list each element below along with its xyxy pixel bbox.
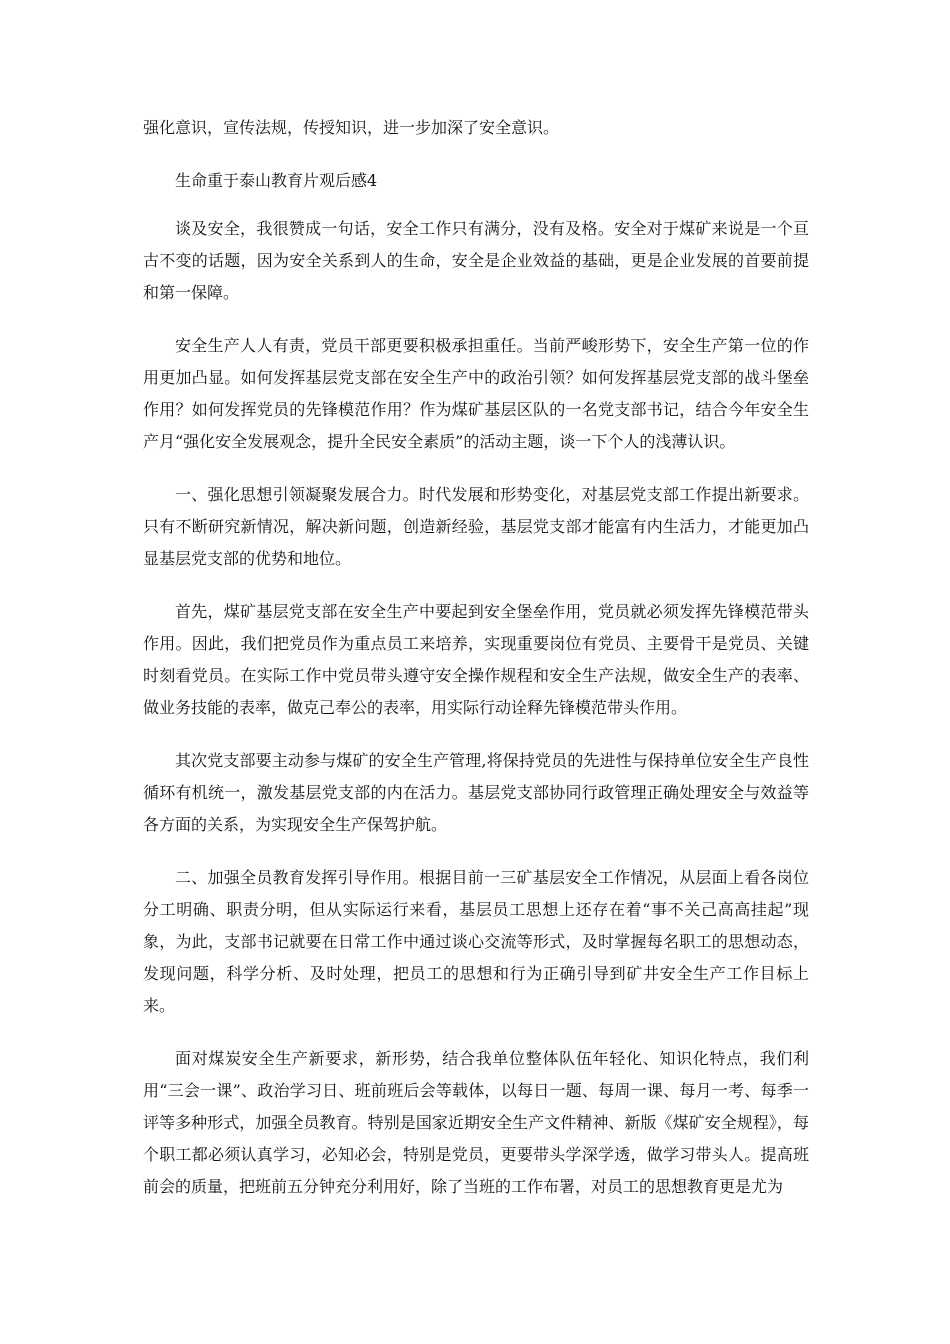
paragraph-second: 其次党支部要主动参与煤矿的安全生产管理,将保持党员的先进性与保持单位安全生产良性循环有机统一，激发基层党支部的内在活力。基层党支部协同行政管理正确处理安全与效益等各方面的关系，为实现安全生产保驾护航。	[143, 751, 809, 834]
section-heading: 生命重于泰山教育片观后感4	[175, 171, 378, 190]
document-body	[143, 112, 809, 1224]
paragraph-continuation: 强化意识，宣传法规，传授知识，进一步加深了安全意识。	[143, 118, 560, 137]
paragraph-education: 面对煤炭安全生产新要求，新形势，结合我单位整体队伍年轻化、知识化特点，我们利用“三会一课”、政治学习日、班前班后会等载体，以每日一题、每周一课、每月一考、每季一评等多种形式，加强全员教育。特别是国家近期安全生产文件精神、新版《煤矿安全规程》，每个职工都必须认真学习，必知必会，特别是党员，更要带头学深学透，做学习带头人。提高班前会的质量，把班前五分钟充分利用好，除了当班的工作布署，对员工的思想教育更是尤为	[143, 1049, 809, 1196]
paragraph-point-one: 一、强化思想引领凝聚发展合力。时代发展和形势变化，对基层党支部工作提出新要求。只有不断研究新情况，解决新问题，创造新经验，基层党支部才能富有内生活力，才能更加凸显基层党支部的优势和地位。	[143, 485, 809, 568]
paragraph-responsibility: 安全生产人人有责，党员干部更要积极承担重任。当前严峻形势下，安全生产第一位的作用更加凸显。如何发挥基层党支部在安全生产中的政治引领？如何发挥基层党支部的战斗堡垒作用？如何发挥党员的先锋模范作用？作为煤矿基层区队的一名党支部书记，结合今年安全生产月“强化安全发展观念，提升全民安全素质”的活动主题，谈一下个人的浅薄认识。	[143, 336, 809, 451]
paragraph-first: 首先，煤矿基层党支部在安全生产中要起到安全堡垒作用，党员就必须发挥先锋模范带头作用。因此，我们把党员作为重点员工来培养，实现重要岗位有党员、主要骨干是党员、关键时刻看党员。在实际工作中党员带头遵守安全操作规程和安全生产法规，做安全生产的表率、做业务技能的表率，做克己奉公的表率，用实际行动诠释先锋模范带头作用。	[143, 602, 809, 717]
paragraph-point-two: 二、加强全员教育发挥引导作用。根据目前一三矿基层安全工作情况，从层面上看各岗位分工明确、职责分明，但从实际运行来看，基层员工思想上还存在着“事不关己高高挂起”现象，为此，支部书记就要在日常工作中通过谈心交流等形式，及时掌握每名职工的思想动态，发现问题，科学分析、及时处理，把员工的思想和行为正确引导到矿井安全生产工作目标上来。	[143, 868, 809, 1015]
paragraph-intro: 谈及安全，我很赞成一句话，安全工作只有满分，没有及格。安全对于煤矿来说是一个亘古不变的话题，因为安全关系到人的生命，安全是企业效益的基础，更是企业发展的首要前提和第一保障。	[143, 219, 809, 302]
